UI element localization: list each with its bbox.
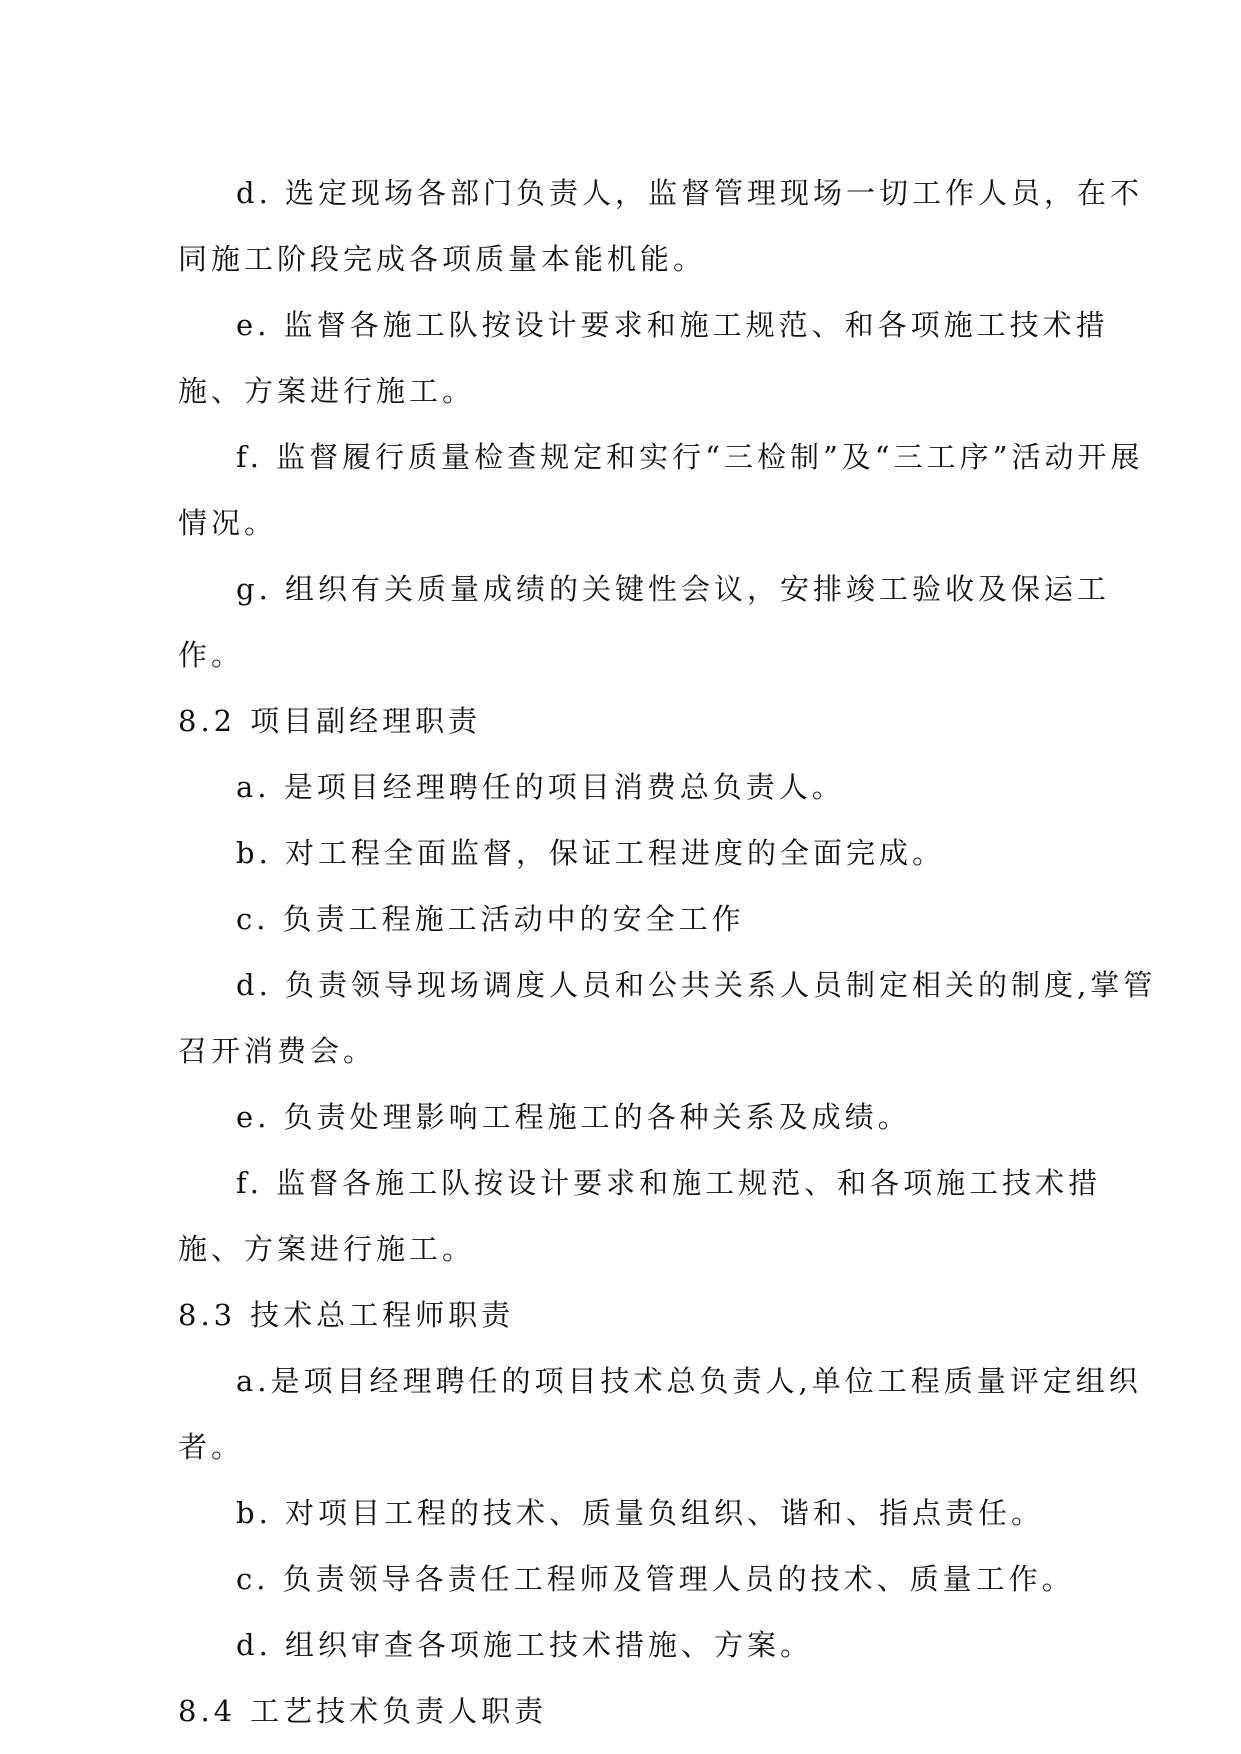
paragraph-8-2-f: f. 监督各施工队按设计要求和施工规范、和各项施工技术措施、方案进行施工。 bbox=[178, 1166, 1102, 1266]
paragraph-8-2-d: d. 负责领导现场调度人员和公共关系人员制定相关的制度,掌管召开消费会。 bbox=[178, 968, 1157, 1068]
document-body bbox=[178, 160, 1158, 1744]
paragraph-8-3-c: c. 负责领导各责任工程师及管理人员的技术、质量工作。 bbox=[236, 1562, 1075, 1596]
section-number: 8.2 bbox=[178, 704, 237, 738]
paragraph-f-quality-inspection: f. 监督履行质量检查规定和实行“三检制”及“三工序”活动开展情况。 bbox=[178, 440, 1144, 540]
section-title: 技术总工程师职责 bbox=[250, 1298, 515, 1332]
paragraph-8-3-d: d. 组织审查各项施工技术措施、方案。 bbox=[236, 1628, 814, 1662]
section-title: 工艺技术负责人职责 bbox=[250, 1694, 548, 1728]
paragraph-8-3-b: b. 对项目工程的技术、质量负组织、谐和、指点责任。 bbox=[236, 1496, 1045, 1530]
paragraph-8-2-b: b. 对工程全面监督，保证工程进度的全面完成。 bbox=[236, 836, 946, 870]
section-title: 项目副经理职责 bbox=[250, 704, 482, 738]
paragraph-8-2-e: e. 负责处理影响工程施工的各种关系及成绩。 bbox=[236, 1100, 911, 1134]
paragraph-d-site-departments: d. 选定现场各部门负责人，监督管理现场一切工作人员，在不同施工阶段完成各项质量本能机能。 bbox=[178, 176, 1144, 276]
section-heading-8-3 bbox=[178, 1282, 1158, 1348]
paragraph-8-3-a: a.是项目经理聘任的项目技术总负责人,单位工程质量评定组织者。 bbox=[178, 1364, 1142, 1464]
paragraph-8-2-a: a. 是项目经理聘任的项目消费总负责人。 bbox=[236, 770, 845, 804]
section-number: 8.3 bbox=[178, 1298, 237, 1332]
section-heading-8-2 bbox=[178, 688, 1158, 754]
paragraph-g-quality-meetings: g. 组织有关质量成绩的关键性会议，安排竣工验收及保运工作。 bbox=[178, 572, 1111, 672]
section-heading-8-4 bbox=[178, 1678, 1158, 1744]
section-number: 8.4 bbox=[178, 1694, 237, 1728]
paragraph-8-2-c: c. 负责工程施工活动中的安全工作 bbox=[236, 902, 745, 936]
paragraph-e-supervise-construction: e. 监督各施工队按设计要求和施工规范、和各项施工技术措施、方案进行施工。 bbox=[178, 308, 1109, 408]
